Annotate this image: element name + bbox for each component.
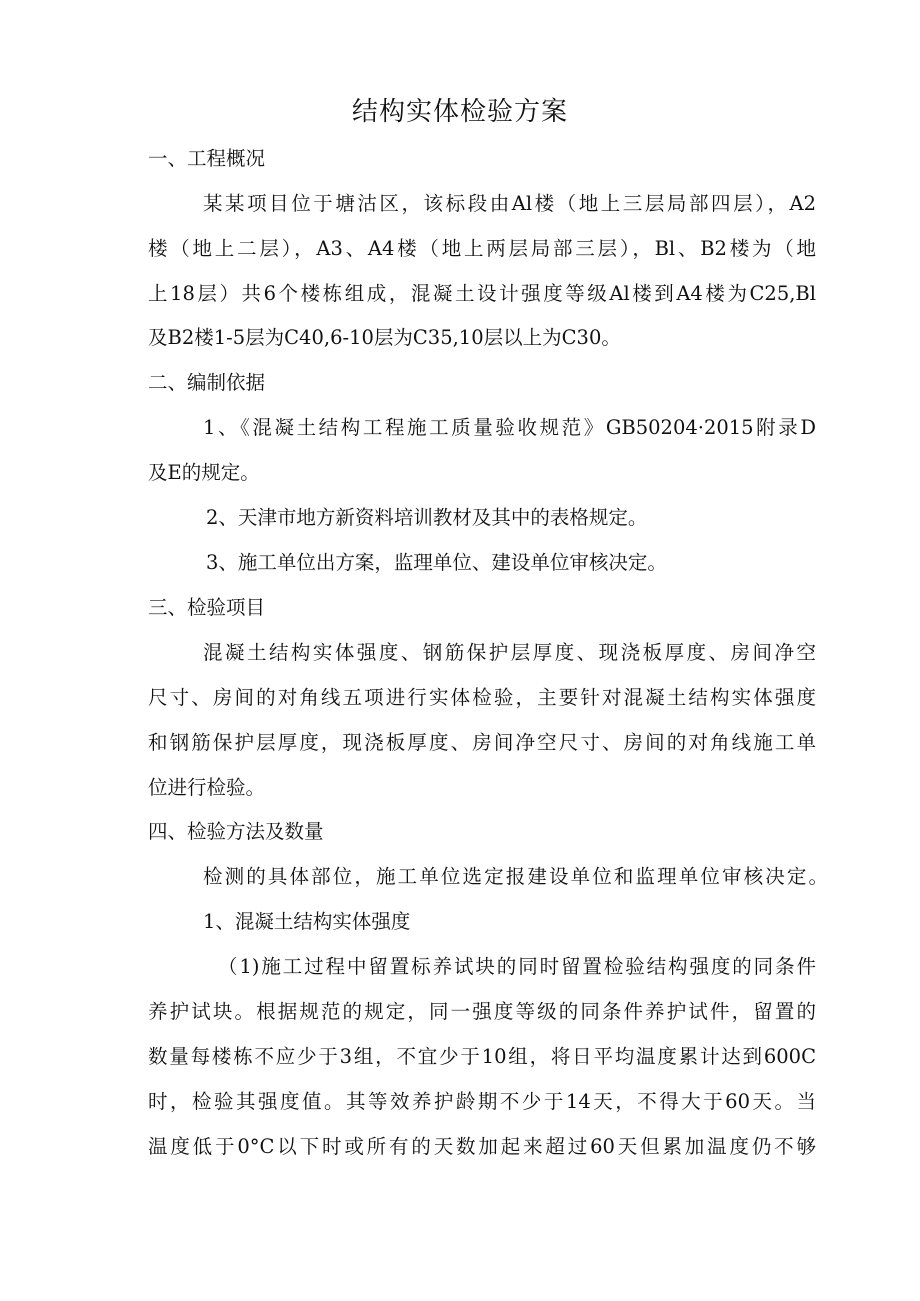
items-paragraph-line-2: 尺寸、房间的对角线五项进行实体检验，主要针对混凝土结构实体强度 <box>148 686 816 709</box>
items-paragraph-line-3: 和钢筋保护层厚度，现浇板厚度、房间净空尺寸、房间的对角线施工单 <box>148 731 816 754</box>
methods-paragraph: 检测的具体部位，施工单位选定报建设单位和监理单位审核决定。 <box>203 865 828 888</box>
basis-item-3: 3、施工单位出方案，监理单位、建设单位审核决定。 <box>206 551 667 574</box>
strength-paragraph-line-4: 时，检验其强度值。其等效养护龄期不少于14天，不得大于60天。当 <box>148 1090 816 1113</box>
section-heading-items: 三、检验项目 <box>148 596 266 619</box>
strength-paragraph-line-3: 数量每楼栋不应少于3组，不宜少于10组，将日平均温度累计达到600C <box>148 1045 816 1068</box>
section-heading-basis: 二、编制依据 <box>148 371 266 394</box>
items-paragraph-line-1: 混凝土结构实体强度、钢筋保护层厚度、现浇板厚度、房间净空 <box>203 641 816 664</box>
overview-paragraph-line-3: 上18层）共6个楼栋组成，混凝土设计强度等级Al楼到A4楼为C25,Bl <box>148 282 816 305</box>
basis-item-1-line-1: 1、《混凝土结构工程施工质量验收规范》GB50204·2015附录D <box>203 416 816 439</box>
items-paragraph-line-4: 位进行检验。 <box>148 776 266 799</box>
methods-subheading-strength: 1、混凝土结构实体强度 <box>203 910 411 933</box>
strength-paragraph-line-2: 养护试块。根据规范的规定，同一强度等级的同条件养护试件，留置的 <box>148 1000 816 1023</box>
overview-paragraph-line-4: 及B2楼1-5层为C40,6-10层为C35,10层以上为C30。 <box>148 326 621 349</box>
section-heading-overview: 一、工程概况 <box>148 147 266 170</box>
document-title: 结构实体检验方案 <box>351 97 568 127</box>
basis-item-2: 2、天津市地方新资料培训教材及其中的表格规定。 <box>206 506 648 529</box>
basis-item-1-line-2: 及E的规定。 <box>148 461 260 484</box>
strength-paragraph-line-5: 温度低于0°C以下时或所有的天数加起来超过60天但累加温度仍不够 <box>148 1135 816 1158</box>
strength-paragraph-line-1: （1)施工过程中留置标养试块的同时留置检验结构强度的同条件 <box>218 955 816 978</box>
overview-paragraph-line-2: 楼（地上二层），A3、A4楼（地上两层局部三层），Bl、B2楼为（地 <box>148 237 816 260</box>
overview-paragraph-line-1: 某某项目位于塘沽区，该标段由Al楼（地上三层局部四层），A2 <box>203 192 816 215</box>
section-heading-methods: 四、检验方法及数量 <box>148 820 324 843</box>
